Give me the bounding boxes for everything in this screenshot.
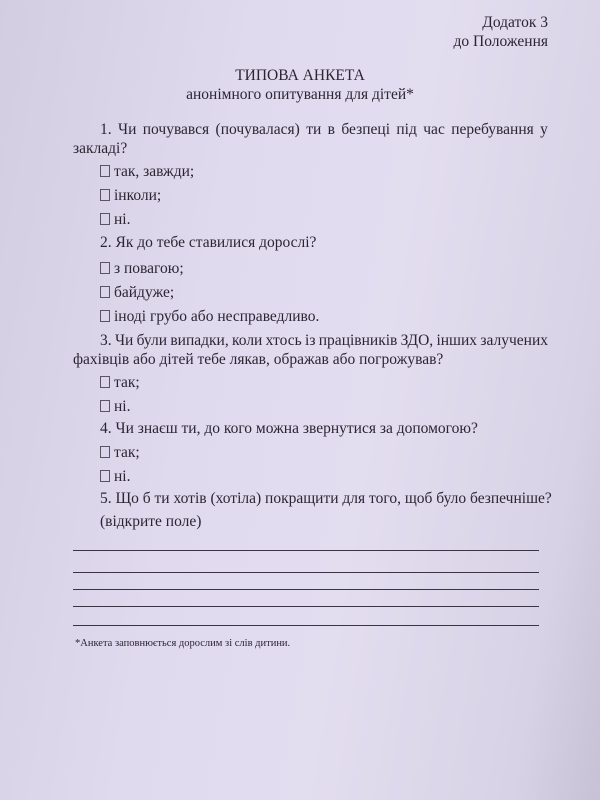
checkbox-icon[interactable] [100, 286, 110, 298]
checkbox-icon[interactable] [100, 376, 110, 388]
question-1-cont: закладі? [73, 140, 128, 157]
checkbox-icon[interactable] [100, 400, 110, 412]
footnote: *Анкета заповнюється дорослим зі слів дитини. [75, 638, 291, 649]
option-checkbox[interactable]: так; [100, 374, 140, 392]
option-checkbox[interactable]: байдуже; [100, 284, 174, 302]
option-checkbox[interactable]: з повагою; [100, 260, 184, 278]
option-checkbox[interactable]: ні. [100, 398, 130, 416]
option-checkbox[interactable]: ні. [100, 468, 130, 486]
regulation-label: до Положення [453, 33, 548, 50]
checkbox-icon[interactable] [100, 189, 110, 201]
checkbox-icon[interactable] [100, 262, 110, 274]
answer-line[interactable] [73, 550, 539, 551]
question-3: 3. Чи були випадки, коли хтось із працівників ЗДО, інших залучених [100, 332, 548, 349]
checkbox-icon[interactable] [100, 446, 110, 458]
question-4: 4. Чи знаєш ти, до кого можна звернутися за допомогою? [100, 420, 478, 437]
checkbox-icon[interactable] [100, 213, 110, 225]
checkbox-icon[interactable] [100, 165, 110, 177]
answer-line[interactable] [73, 589, 539, 590]
answer-line[interactable] [73, 606, 539, 607]
option-checkbox[interactable]: іноді грубо або несправедливо. [100, 308, 319, 326]
option-checkbox[interactable]: інколи; [100, 187, 161, 205]
answer-line[interactable] [73, 625, 539, 626]
page-subtitle: анонімного опитування для дітей* [186, 86, 414, 103]
checkbox-icon[interactable] [100, 470, 110, 482]
checkbox-icon[interactable] [100, 310, 110, 322]
page-title: ТИПОВА АНКЕТА [235, 67, 365, 84]
option-checkbox[interactable]: ні. [100, 211, 130, 229]
question-5: 5. Що б ти хотів (хотіла) покращити для того, щоб було безпечніше? [100, 490, 552, 507]
answer-line[interactable] [73, 572, 539, 573]
option-checkbox[interactable]: так, завжди; [100, 163, 194, 181]
appendix-label: Додаток 3 [482, 14, 548, 31]
question-3-cont: фахівців або дітей тебе лякав, ображав або погрожував? [73, 351, 444, 368]
question-2: 2. Як до тебе ставилися дорослі? [100, 234, 317, 251]
open-field-label: (відкрите поле) [100, 513, 202, 530]
option-checkbox[interactable]: так; [100, 444, 140, 462]
question-1: 1. Чи почувався (почувалася) ти в безпеці під час перебування у [100, 121, 548, 138]
